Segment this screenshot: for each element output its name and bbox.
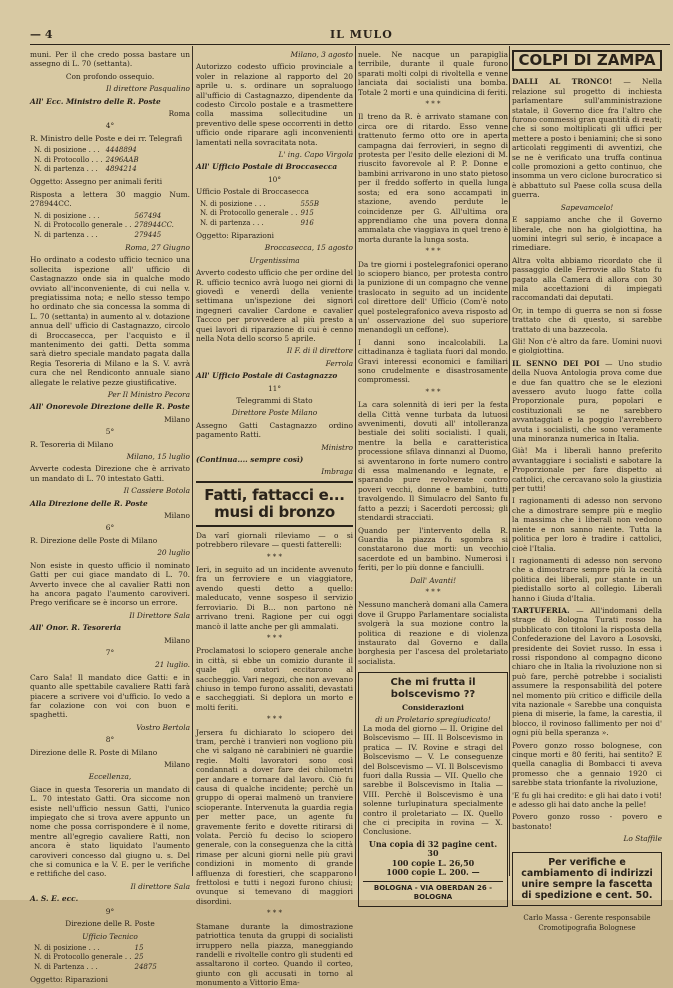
paragraph: Con profondo ossequio. (65, 71, 155, 81)
addressee-city: Milano (164, 511, 190, 521)
addressee: All' Ecc. Ministro delle R. Poste (30, 96, 161, 106)
column-2 (196, 50, 353, 988)
column-3 (358, 50, 508, 901)
paragraph: Caro Sala! Il mandato dice Gatti: e in quanto alle spettabile cavaliere Ratti farà piacere a scrivere voi d'ufficio. Io vedo a far colazione con voi con buon e spaghetti. (30, 672, 190, 720)
paragraph: Da varî giornali rileviamo — o si potrebbero rilevare — questi fatterelli: (196, 530, 353, 550)
paragraph: Altra volta abbiamo ricordato che il passaggio delle Ferrovie allo Stato fu pagato alla Camera di allora con 30 mila accettazioni di impiegati raccomandati dai deputati. (512, 255, 662, 303)
separator-stars: * * * (425, 247, 441, 256)
paragraph: Povero gonzo rosso - povero e bastonato! (512, 812, 662, 831)
separator-stars: * * * (425, 387, 441, 396)
section-number: 4° (105, 121, 115, 131)
paragraph: Povero gonzo rosso bolognese, con cinque morti e 80 feriti, hai sentito? E quella canaglia di Bombacci ti aveva promesso che a gennaio 1920 ci sarebbe stata trionfante la rivoluzione, (512, 740, 662, 788)
dateline: 20 luglio (157, 548, 190, 558)
dateline: Broccasecca, 15 agosto (264, 243, 353, 253)
paragraph: Giace in questa Tesoreria un mandato di L. 70 intestato Gatti. Ora siccome non esiste nell'ufficio nessun Gatti, l'unico impiegato che si trova avere appunto un nome che possa corrispondere è il nome, mentre all'egregio cavaliere Ratti, non ancora è stato liquidato l'aumento caroviveri concesso dal giugno u. s. Del che si comunica e la V. E. per le verifiche e rettifiche del caso. (30, 784, 190, 879)
addressee: All' Ufficio Postale di Castagnazzo (196, 371, 338, 381)
ad-contents: La moda del giorno — II. Origine del Bolscevismo — III. Il Bolscevismo in pratica — IV. Rovine e stragi del Bolscevismo — V. Le conseguenze del Bolscevismo — VI. Il Bolscevismo fuori dalla Russia — VII. Quello che sarebbe il Bolscevismo in Italia — VIII. Perchè il Bolscevismo è una solenne turlupinatura specialmente contro il proletariato — IX. Quello che ci precipita in rovina — X. Conclusione. (363, 724, 503, 837)
paragraph: La cara solennità di ieri per la festa della Città venne turbata da lutuosi avvenimenti, dovuti all' intolleranza bestiale dei soliti socialisti. I quali, mentre la bella e caratteristica processione sfilava dinnanzi al Duomo, si avventarono in forte numero contro di essa malmenando e legnate, e sparando pure revolverate contro poveri vecchi, donne e bambini, tutti travolgendo. Il Simulacro del Santo fu fatto a pezzi; i Sacerdoti percossi; gli stendardi stracciati. (358, 400, 508, 523)
dateline: Milano, 15 luglio (126, 452, 190, 462)
addressee-city: Milano (164, 760, 190, 769)
ad-address: BOLOGNA - VIA OBERDAN 26 - BOLOGNA (363, 881, 503, 903)
ad-title: Che mi frutta il bolscevismo ?? (390, 677, 476, 701)
subscription-notice: Per verifiche e cambiamento di indirizzi unire sempre la fascetta di spedizione e cent. 50. (512, 852, 662, 906)
column-divider (355, 46, 356, 876)
signature: Il Direttore Sala (129, 610, 190, 620)
paragraph: Oggetto: Riparazioni (30, 975, 108, 985)
paragraph: R. Direzione delle Poste di Milano (30, 535, 158, 545)
paragraph: Ho ordinato a codesto ufficio tecnico una sollecita ispezione all' ufficio di Castagnazzo onde sia in qualche modo ovviato all'inconveniente, di cui nella v. pregiatissima nota; e nello stesso tempo ho ordinato che sia concessa la somma di L. 70 (settanta) in aumento al v. dotazione annua dell' ufficio di Castagnazzo, circolo di Broccasecca, per l'acquisto e il mantenimento dei gatti. Detta somma sarà dietro speciale mandato pagata dalla Regia Tesoreria di Milano e la S. V. avrà cura che nel Rendiconto annuale siano allegate le relative pezze giustificative. (30, 255, 190, 387)
signature: Lo Staffile (623, 834, 662, 844)
paragraph: Nessuno mancherà domani alla Camera dove il Gruppo Parlamentare socialista svolgerà la sua mozione contro la politica di reazione e di violenza instaurato dal Governo e dalla borghesia per l'ascesa del proletariato socialista. (358, 600, 508, 666)
paragraph: Direzione delle R. Poste (65, 919, 155, 929)
column-4 (512, 50, 662, 933)
paragraph: Oggetto: Riparazioni (196, 230, 274, 240)
paragraph: Già! Ma i liberali hanno preferito avvantaggiare i socialisti e sabotare la Proporzionale per fare dispetto ai cattolici, che cercavano solo la giustizia per tutti! (512, 446, 662, 494)
addressee: Alla Direzione delle R. Poste (30, 498, 148, 508)
paragraph-lead: IL SENNO DEI POI (512, 358, 600, 368)
reference-table: N. di posizione . . . 567494 N. di Protocollo generale . . 278944CC. N. di partenza . . . 279445 (34, 211, 174, 239)
column-divider (509, 46, 510, 876)
signature: Ministro (321, 442, 353, 452)
paragraph: nuele. Ne nacque un parapiglia terribile, durante il quale furono sparati molti colpi di rivoltella e venne lanciata dai socialisti una bomba. Totale 2 morti e una quindicina di feriti. (358, 50, 508, 97)
paragraph: muni. Per il che credo possa bastare un assegno di L. 70 (settanta). (30, 50, 190, 69)
salutation: Eccellenza, (88, 772, 132, 782)
ad-price: Una copia di 32 pagine cent. 30 (368, 838, 498, 859)
signature: L' ing. Capo Virgola (278, 150, 353, 160)
paragraph: Il treno da R. è arrivato stamane con circa ore di ritardo. Esso venne trattenuto fermo otto ore in aperta campagna dai ferrovieri, in segno di protesta per l'esito delle elezioni di M. riuscito favorevole al P. P. Donne e bambini arrivarono in uno stato pietoso per il freddo sofferto in quella lunga sosta; ed era sono accampati in stazione, avendo perdute le coincidenze per G. All'ultima ora apprendiamo che una povera donna ammalata che viaggiava in quel treno è morta durante la lunga sosta. (358, 112, 508, 244)
signature: Il direttore Pasqualino (106, 84, 190, 94)
signature: Ferrola (325, 358, 353, 368)
paragraph: Risposta a lettera 30 maggio Num. 278944CC. (30, 189, 190, 209)
section-number: 6° (105, 523, 115, 533)
paragraph: I ragionamenti di adesso non servono che a dimostrare sempre più la cecità politica dei liberali, pur stante in un piedistallo sorto al collegio. Liberali hanno i Giuda d'Italia. (512, 555, 662, 603)
paragraph: Autorizzo codesto ufficio provinciale a voler in relazione al rapporto del 20 aprile u. s. ordinare un sopraluogo all'ufficio di Castagnazzo, dipendente da codesto Circolo postale e a trasmettere colla massima sollecitudine un preventivo delle spese occorrenti in detto ufficio onde riparare agli inconvenienti lamentati nella sovracitata nota. (196, 62, 353, 147)
paragraph: Oggetto: Assegno per animali feriti (30, 177, 163, 187)
paragraph: Gli! Non c'è altro da fare. Uomini nuovi e giolgiottina. (512, 336, 662, 356)
addressee: All' Ufficio Postale di Broccasecca (196, 162, 338, 172)
paragraph: I ragionamenti di adesso non servono che a dimostrare sempre più e meglio la massima che i liberali non vedono niente e non sanno niente. Tutta la politica per loro è tradire i cattolici, cioè l'Italia. (512, 496, 662, 553)
section-number: 7° (105, 647, 115, 657)
signature: Per Il Ministro Pecora (107, 390, 190, 399)
dateline: Roma, 27 Giugno (125, 242, 190, 252)
section-number: 9° (105, 906, 115, 916)
ad-price: 1000 copie L. 200. — (386, 867, 480, 878)
separator-stars: * * * (267, 715, 282, 724)
page-number: — 4 (30, 28, 53, 41)
ad-price: 100 copie L. 26,50 (391, 857, 475, 868)
reference-table: N. di posizione . . . 15 N. di Protocollo generale . . 25 N. di Partenza . . . 24875 (34, 943, 157, 971)
addressee-city: Milano (164, 414, 190, 424)
column-divider (192, 46, 193, 876)
paragraph: R. Ministro delle Poste e dei rr. Telegrafi (30, 133, 183, 143)
paragraph: Direttore Poste Milano (231, 408, 318, 418)
paragraph: Stamane durante la dimostrazione patriottica tenuta da gruppi di socialisti irruppero nella piazza, maneggiando randelli e rivoltelle contro gli studenti ed assaltarono il corteo. Quando il corteo, giunto con gli accusati in torno al monumento a Vittorio Ema- (196, 921, 353, 988)
paragraph: Jersera fu dichiarato lo sciopero dei tram, perchè i tranvieri non vogliono più che vi salgano nè carabinieri nè guardie regie. Molti lavoratori sono così condannati a dover fare dei chilometri per andare e tornare dal lavoro. Ciò fu causa di qualche incidente; perchè un gruppo di operai malmenò un tranviere scioperante. Intervenuta la guardia regia per metter pace, un agente fu gravemente ferito e dovette ritirarsi di volata. Perciò fu deciso lo sciopero generale, con la conseguenza che la città rimase per alcuni giorni nelle più gravi condizioni in momento di grande affluenza di forestieri, che scapparono frettolosi e tutti i negozi furono chiusi; ovunque si temevano di maggiori disordini. (196, 727, 353, 906)
signature: Il direttore Sala (130, 881, 190, 891)
paragraph: Avverto codesto ufficio che per ordine del R. ufficio tecnico avrà luogo nei giorni di giovedì e venerdì della veniente settimana un'ispezione dei signori ingegneri cavalier Cardone e cavalier Taccco per provvedere al più presto a quei lavori di riparazione di cui è cenno nella Nota dello scorso 5 aprile. (196, 268, 353, 343)
addressee: All' Onorevole Direzione delle R. Poste (30, 402, 190, 412)
article-title: Fatti, fattacci e... musi di bronzo (196, 481, 353, 527)
paragraph: Ufficio Tecnico (82, 931, 138, 941)
paragraph: TARTUFERIA. — All'indomani della strage di Bologna Turati rosso ha pubblicato con titoloni la risposta della Confederazione del Lavoro a Losovski, presidente dei Soviet russo. In essa i rossi rispondono al compagno dicono chiaro che in Italia la rivoluzione non si può fare, perchè potrebbe i socialisti assumere la responsabilità del potere nel momento più critico e difficile della vita nazionale « Sarebbe una conquista piena di miserie, la fame, la carestia, il blocco, il rovinoso fallimento per noi d' ogni più bella speranza ». (512, 605, 662, 738)
separator-stars: * * * (425, 587, 441, 596)
printer-credit: Cromotipografia Bolognese (538, 924, 636, 933)
source-note: Dall' Avanti! (409, 575, 457, 585)
paragraph: E sappiamo anche che il Governo liberale, che non ha giolgiottina, ha uomini integri sul serio, è incapace a rimediare. (512, 215, 662, 253)
section-number: 10° (267, 174, 282, 184)
paragraph: Ufficio Postale di Broccasecca (196, 187, 309, 197)
signature: Vostro Bertola (136, 722, 190, 732)
page-header (30, 28, 670, 45)
addressee-city: Roma (168, 109, 190, 119)
paragraph: IL SENNO DEI POI — Uno studio della Nuova Antologia prova come due e due fan quattro che se le elezioni avessero avuto luogo fatte colla Proporzionale pura, popolari e costituzionali se ne sarebbero avvantaggiati e la poggio l'avrebbero avuta i socialisti, che sono veramente una minoranza numerica in Italia. (512, 358, 662, 444)
addressee: A. S. E. ecc. (30, 894, 79, 904)
signature: Il F. di il direttore (286, 346, 353, 356)
signature: Il Cassiere Botola (123, 486, 190, 496)
section-number: 11° (267, 383, 282, 393)
ad-subtitle: di un Proletario spregiudicato! (375, 714, 491, 724)
dateline: Milano, 3 agosto (290, 50, 353, 59)
paragraph: Da tre giorni i postelegrafonici operano lo sciopero bianco, per protesta contro la punizione di un compagno che venne traslocato in seguito ad un incidente col direttore dell' Ufficio (Com'è noto quel postelegrafonico aveva risposto ad un' osservazione del suo superiore menandogli un ceffone). (358, 259, 508, 335)
separator-stars: * * * (267, 552, 282, 561)
advertisement-box (358, 672, 508, 907)
paragraph: Telegrammi di Stato (236, 396, 313, 405)
separator-stars: * * * (425, 100, 441, 109)
reference-table: N. di posizione . . . 555B N. di Protocollo generale . . 915 N. di partenza . . . 916 (200, 199, 320, 227)
paragraph: I danni sono incalcolabili. La cittadinanza è tagliata fuori dal mondo. Gravi interessi economici e familiari sono crudelmente e disastrosamente compromessi. (358, 337, 508, 385)
dateline-note: Urgentissima (249, 255, 300, 265)
reference-table: N. di posizione . . . 4448894 N. di Protocollo . . . 2496AAB N. di partenza . . . 4894214 (34, 146, 139, 174)
signature: Imbraga (321, 467, 353, 477)
separator-stars: * * * (267, 633, 282, 642)
paragraph: Ieri, in seguito ad un incidente avvenuto fra un ferroviere e un viaggiatore, avendo questi detto a quello: maleducato, venne sospeso il servizio ferroviario. Di B... non partono nè arrivano treni. Ragione per cui oggi mancò il latte anche per gli ammalati. (196, 565, 353, 631)
dateline: 21 luglio. (154, 660, 190, 670)
paragraph: Sapevamcelo! (560, 202, 614, 212)
paragraph: Quando per l'intervento della R. Guardia la piazza fu sgombra si constatarono due morti: un vecchio sacerdote ed un bambino. Numerosi i feriti, per lo più donne e fanciulli. (358, 525, 508, 573)
paragraph-lead: TARTUFERIA. (512, 605, 570, 615)
paragraph: DALLI AL TRONCO! — Nella relazione sul progetto di inchiesta parlamentare sull'amministrazione statale, il Governo dice fra l'altro che furono commessi gran quantità di reati; che si sono moltiplicati gli uffici per mettere a posto i beniamini; che si sono articolati reggimenti di avventizi, che se ne è verificato una truffa continua colle promozioni a getto continuo, che insomma un vero ciclone burocratico si è abbattuto sul Paese colla scusa della guerra. (512, 77, 662, 200)
paragraph: Or, in tempo di guerra se non si fosse trattato che di questo, si sarebbe trattato di una bazzecola. (512, 305, 662, 334)
paragraph: Non esiste in questo ufficio il nominato Gatti per cui giace mandato di L. 70. Avverto invece che al cavalier Ratti non ha ancora pagato l'aumento caroviveri. Prego verificare se è incorso un errore. (30, 560, 190, 608)
paragraph: Proclamatosi lo sciopero generale anche in città, si ebbe un comizio durante il quale gli oratori eccitarono al saccheggio. Vari negozi, che non avevano chiuso in tempo furono assaliti, devastati e saccheggiati. Si deplora un morto e molti feriti. (196, 646, 353, 712)
paragraph: Direzione delle R. Poste di Milano (30, 747, 158, 757)
section-number: 5° (105, 427, 115, 437)
paragraph: Assegno Gatti Castagnazzo ordino pagamento Ratti. (196, 420, 353, 440)
addressee-city: Milano (164, 635, 190, 645)
addressee: All' Onor. R. Tesoreria (30, 623, 122, 633)
column-1 (30, 50, 190, 985)
masthead: IL MULO (330, 28, 393, 41)
paragraph: 'E fu gli hai credito: e gli hai dato i voti! e adesso gli hai dato anche la pelle! (512, 790, 662, 810)
printer-credit: Carlo Massa - Gerente responsabile (523, 913, 651, 922)
paragraph-lead: DALLI AL TRONCO! (512, 77, 613, 87)
section-title: COLPI DI ZAMPA (512, 50, 662, 71)
continued-note: (Continua.... sempre così) (196, 455, 304, 465)
section-number: 8° (105, 735, 115, 745)
separator-stars: * * * (267, 909, 282, 918)
paragraph: R. Tesoreria di Milano (30, 439, 114, 449)
ad-subtitle: Considerazioni (402, 703, 464, 713)
paragraph: Avverte codesta Direzione che è arrivato un mandato di L. 70 intestato Gatti. (30, 464, 190, 483)
